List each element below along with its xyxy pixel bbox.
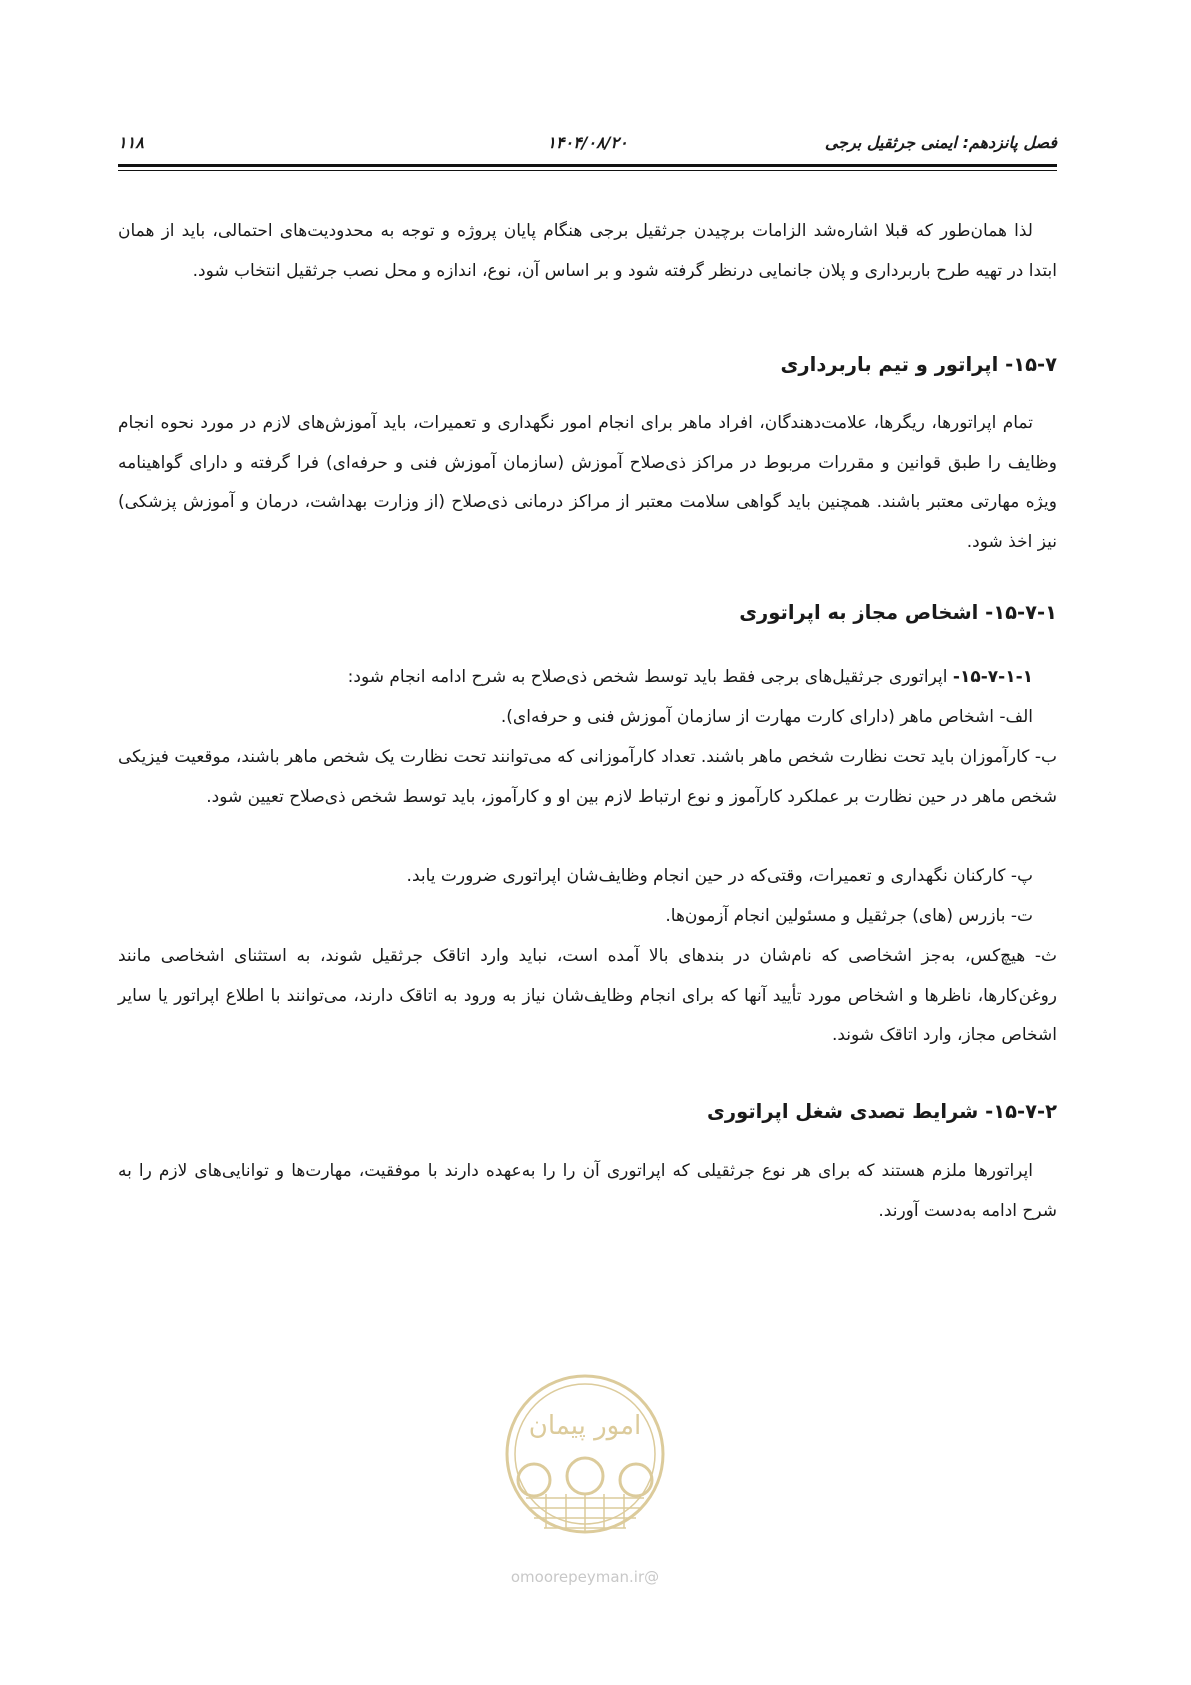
watermark-gear-center [567, 1458, 603, 1494]
paragraph-conditions: اپراتورها ملزم هستند که برای هر نوع جرثقیلی که اپراتوری آن را را به‌عهده دارند با موفقیت، مهارت‌ها و توانایی‌های لازم را به شرح ادامه به‌دست آورند. [118, 1161, 1057, 1221]
watermark-logo [486, 1368, 684, 1596]
subsection-heading-authorized: ۱۵-۷-۱- اشخاص مجاز به اپراتوری [739, 601, 1057, 624]
header-rule-thick [118, 164, 1057, 167]
list-item-main [118, 658, 1033, 698]
watermark-grid [526, 1494, 644, 1532]
watermark-gear-right [620, 1464, 652, 1496]
list-item-be: ب- کارآموزان باید تحت نظارت شخص ماهر باشند. تعداد کارآموزانی که می‌توانند تحت نظارت یک شخص ماهر باشند، موقعیت فیزیکی شخص ماهر در حین نظارت بر عملکرد کارآموز و نوع ارتباط لازم بین او و کارآموز، باید توسط شخص ذی‌صلاح تعیین شود. [118, 747, 1057, 807]
list-item-se: ث- هیچ‌کس، به‌جز اشخاصی که نام‌شان در بندهای بالا آمده است، نباید وارد اتاقک جرثقیل شوند، به استثنای اشخاصی مانند روغن‌کارها، ناظرها و اشخاص مورد تأیید آنها که برای انجام وظایف‌شان نیاز به ورود به اتاقک دارند، می‌توانند با اطلاع اپراتور یا سایر اشخاص مجاز، وارد اتاقک شوند. [118, 946, 1057, 1045]
subsection-heading-conditions: ۱۵-۷-۲- شرایط تصدی شغل اپراتوری [707, 1100, 1057, 1123]
chapter-title: فصل پانزدهم: ایمنی جرثقیل برجی [824, 133, 1057, 152]
section-heading: ۱۵-۷- اپراتور و تیم باربرداری [780, 353, 1057, 376]
paragraph-intro: لذا همان‌طور که قبلا اشاره‌شد الزامات برچیدن جرثقیل برجی هنگام پایان پروژه و توجه به محدودیت‌های احتمالی، باید از همان ابتدا در تهیه طرح باربرداری و پلان جانمایی درنظر گرفته شود و بر اساس آن، نوع، اندازه و محل نصب جرثقیل انتخاب شود. [118, 221, 1057, 281]
item-text: اپراتوری جرثقیل‌های برجی فقط باید توسط شخص ذی‌صلاح به شرح ادامه انجام شود: [347, 667, 953, 687]
list-item-pe: پ- کارکنان نگهداری و تعمیرات، وقتی‌که در حین انجام وظایف‌شان اپراتوری ضرورت یابد. [406, 866, 1033, 886]
page-header [118, 133, 1057, 155]
list-item-te: ت- بازرس (های) جرثقیل و مسئولین انجام آزمون‌ها. [665, 906, 1033, 926]
header-date: ۱۴۰۴/۰۸/۲۰ [547, 133, 628, 152]
page-number: ۱۱۸ [118, 133, 144, 152]
header-rule-thin [118, 170, 1057, 171]
paragraph-operators: تمام اپراتورها، ریگرها، علامت‌دهندگان، افراد ماهر برای انجام امور نگهداری و تعمیرات، باید آموزش‌های لازم در مورد نحوه انجام وظایف را طبق قوانین و مقررات مربوط در مراکز ذی‌صلاح آموزش (سازمان آموزش فنی و حرفه‌ای) فرا گرفته و دارای گواهینامه ویژه مهارتی معتبر باشند. همچنین باید گواهی سلامت معتبر از مراکز درمانی ذی‌صلاح (از وزارت بهداشت، درمان و آموزش پزشکی) نیز اخذ شود. [118, 413, 1057, 552]
item-number: ۱۵-۷-۱-۱- [952, 667, 1033, 687]
watermark-gear-left [518, 1464, 550, 1496]
list-item-alef: الف- اشخاص ماهر (دارای کارت مهارت از سازمان آموزش فنی و حرفه‌ای). [500, 707, 1033, 727]
watermark-site: @omoorepeyman.ir [510, 1568, 660, 1586]
watermark-logo-text: امور پیمان [528, 1411, 642, 1441]
